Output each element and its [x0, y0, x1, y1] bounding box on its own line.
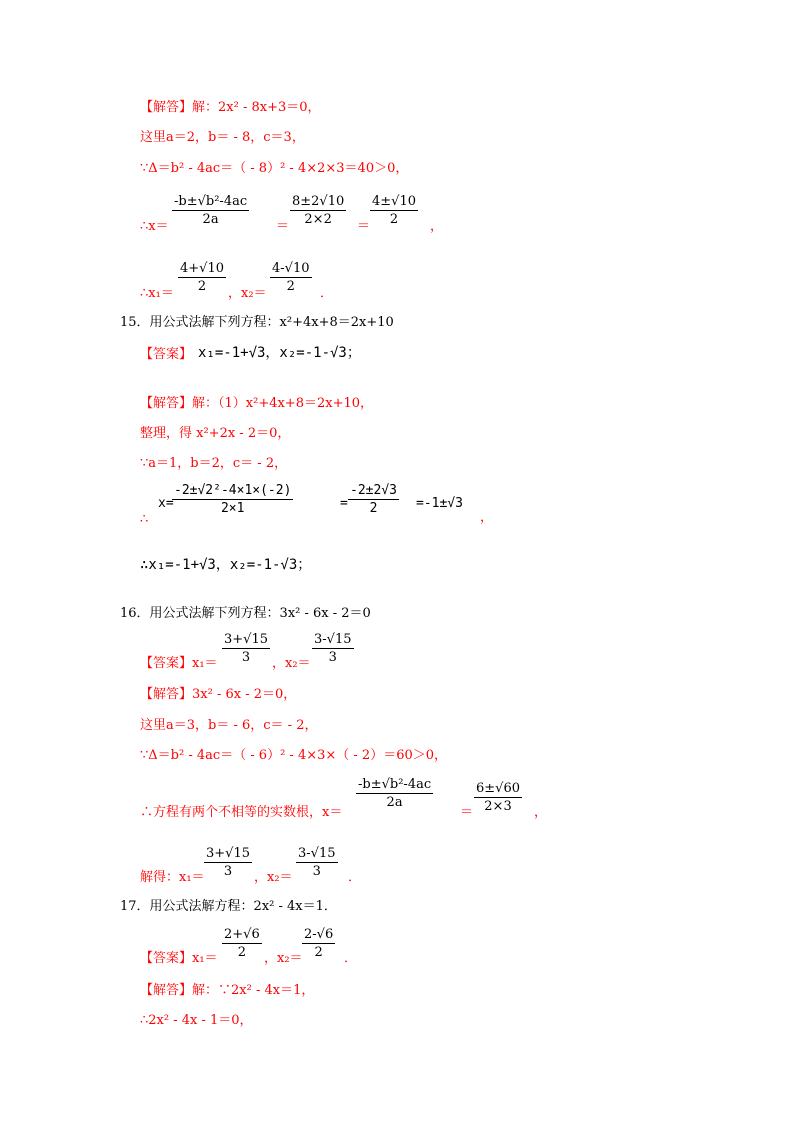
- fraction-numerator: 3+√15: [206, 846, 250, 861]
- answer-15: x₁=-1+√3，x₂=-1-√3；: [198, 345, 361, 361]
- comma: ，: [534, 805, 548, 820]
- fraction-denominator: 3: [312, 864, 321, 879]
- fraction: [270, 260, 312, 295]
- equals-sign: ＝: [357, 219, 371, 234]
- solution-line: ∵Δ＝b² - 4ac＝（ - 8）² - 4×2×3＝40＞0，: [140, 161, 409, 176]
- x2-label: ，x₂＝: [228, 286, 267, 301]
- solution-line: 这里a＝2，b＝ - 8，c＝3，: [140, 130, 305, 145]
- fraction-denominator: 2×3: [484, 799, 512, 814]
- equals-sign: =: [340, 496, 348, 511]
- fraction: [370, 193, 418, 228]
- fraction-numerator: 6±√60: [476, 781, 520, 796]
- fraction-denominator: 2: [286, 279, 295, 294]
- fraction-numerator: 2+√6: [224, 927, 260, 942]
- solution-line: ∴方程有两个不相等的实数根，x＝: [140, 805, 343, 820]
- period: ．: [320, 286, 334, 301]
- fraction-numerator: 3-√15: [314, 632, 352, 647]
- fraction-numerator: 2-√6: [304, 927, 334, 942]
- x1-label: ∴x₁＝: [140, 286, 174, 301]
- solution-line: ∵a＝1，b＝2，c＝ - 2，: [140, 456, 288, 471]
- question-15: 15．用公式法解下列方程：x²+4x+8＝2x+10: [120, 315, 394, 330]
- fraction-numerator: -b±√b²-4ac: [358, 777, 432, 792]
- question-16: 16．用公式法解下列方程：3x² - 6x - 2＝0: [120, 606, 371, 621]
- fraction-numerator: -2±2√3: [350, 483, 397, 498]
- fraction: [302, 926, 335, 961]
- fraction: [178, 260, 226, 295]
- fraction-denominator: 2: [237, 945, 246, 960]
- x2-label: ，x₂＝: [254, 870, 293, 885]
- fraction: [222, 631, 270, 666]
- solution-line: 【解答】解：2x² - 8x+3＝0，: [140, 100, 321, 115]
- answer-tag: 【答案】x₁＝: [140, 656, 218, 671]
- equals-sign: ＝: [276, 219, 290, 234]
- fraction-denominator: 2×1: [220, 501, 245, 516]
- fraction: [172, 482, 293, 517]
- fraction: [172, 193, 249, 228]
- solution-line: 整理，得 x²+2x - 2＝0，: [140, 426, 291, 441]
- x-equals: x=: [158, 496, 174, 511]
- comma: ，: [430, 219, 444, 234]
- fraction-denominator: 2a: [386, 795, 403, 810]
- fraction: [222, 926, 262, 961]
- fraction: [204, 845, 252, 880]
- fraction-denominator: 2: [197, 279, 207, 294]
- answer-tag: 【答案】: [140, 347, 193, 362]
- question-17: 17．用公式法解方程：2x² - 4x＝1．: [120, 899, 337, 914]
- solution-line: 【解答】解：∵2x² - 4x＝1，: [140, 983, 315, 998]
- fraction-denominator: 2×2: [304, 212, 332, 227]
- fraction-numerator: -b±√b²-4ac: [174, 194, 248, 209]
- solution-line: 解得：x₁＝: [140, 870, 205, 885]
- fraction-numerator: 4±√10: [372, 194, 416, 209]
- answer-tag: 【答案】x₁＝: [140, 951, 218, 966]
- fraction: [348, 482, 399, 517]
- solution-line: ∴2x² - 4x - 1＝0，: [140, 1013, 253, 1028]
- fraction-denominator: 2: [389, 212, 399, 227]
- fraction-denominator: 3: [328, 650, 337, 665]
- fraction-numerator: -2±√2²-4×1×(-2): [174, 483, 292, 498]
- fraction: [356, 776, 433, 811]
- fraction: [290, 193, 346, 228]
- fraction-denominator: 2: [369, 501, 378, 516]
- period: ．: [344, 951, 358, 966]
- equals-sign: ＝: [460, 805, 474, 820]
- final-15: ∴x₁=-1+√3，x₂=-1-√3；: [140, 557, 312, 573]
- fraction: [474, 780, 522, 815]
- fraction-numerator: 3+√15: [224, 632, 268, 647]
- fraction-numerator: 4+√10: [180, 261, 224, 276]
- solution-line: 【解答】解：（1）x²+4x+8＝2x+10，: [140, 396, 374, 411]
- result: =-1±√3: [416, 496, 463, 511]
- fraction-denominator: 3: [241, 650, 251, 665]
- fraction: [296, 845, 338, 880]
- solution-line: 这里a＝3，b＝ - 6，c＝ - 2，: [140, 718, 318, 733]
- therefore-symbol: ∴: [140, 512, 149, 527]
- solution-line: ∵Δ＝b² - 4ac＝（ - 6）² - 4×3×（ - 2）＝60＞0，: [140, 748, 448, 763]
- therefore-x-label: ∴x＝: [140, 219, 169, 234]
- fraction-numerator: 8±2√10: [292, 194, 345, 209]
- period: ．: [348, 870, 362, 885]
- fraction-denominator: 3: [223, 864, 233, 879]
- fraction-numerator: 4-√10: [272, 261, 310, 276]
- fraction: [312, 631, 354, 666]
- fraction-numerator: 3-√15: [298, 846, 336, 861]
- fraction-denominator: 2: [314, 945, 323, 960]
- x2-label: ，x₂＝: [264, 951, 303, 966]
- x2-label: ，x₂＝: [272, 656, 311, 671]
- fraction-denominator: 2a: [202, 212, 219, 227]
- comma: ，: [480, 510, 494, 525]
- solution-line: 【解答】3x² - 6x - 2＝0，: [140, 687, 297, 702]
